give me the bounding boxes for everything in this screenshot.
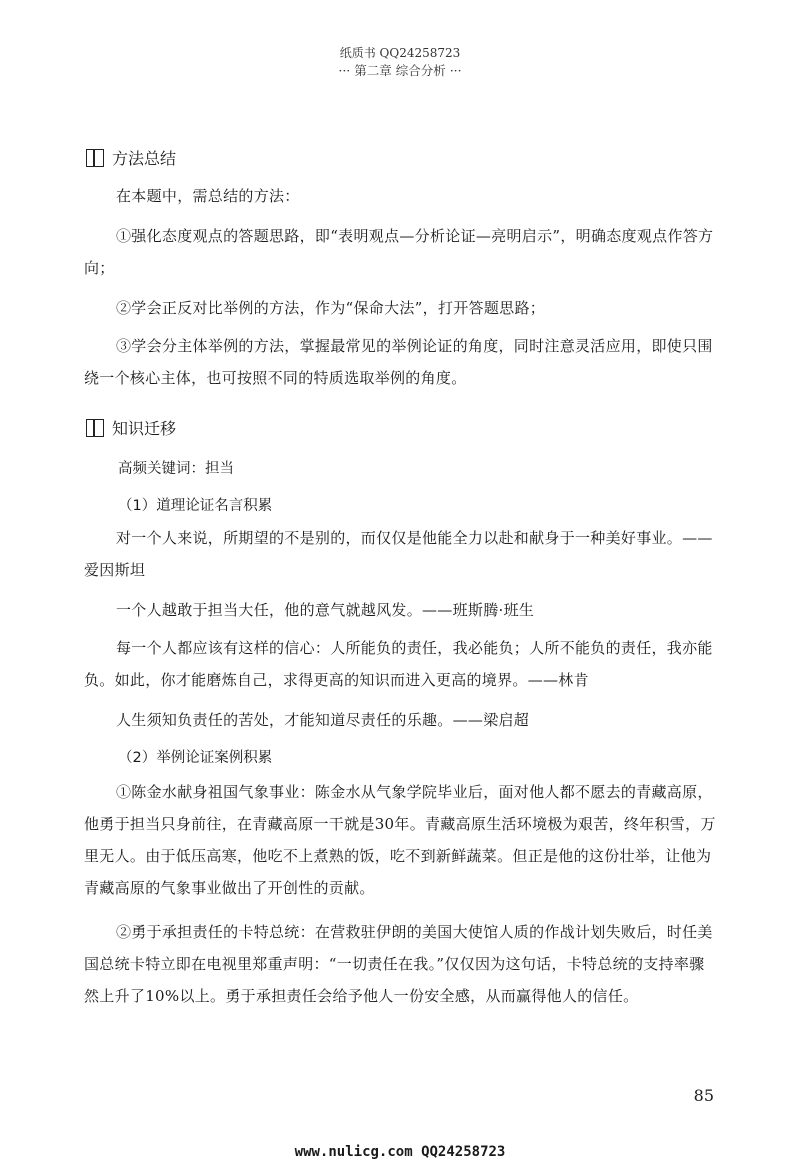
quote-lincoln: 每一个人都应该有这样的信心：人所能负的责任，我必能负；人所不能负的责任，我亦能负。如此，你才能磨炼自己，求得更高的知识而进入更高的境界。——林肯 [84,639,713,689]
subheading-quotes: （1）道理论证名言积累 [118,498,273,514]
header-chapter: ··· 第二章 综合分析 ··· [338,63,462,78]
footer-watermark: www.nulicg.com QQ24258723 [294,1144,506,1160]
section-icon [86,419,104,437]
knowledge-title: 知识迁移 [112,419,177,438]
method-point-3: ③学会分主体举例的方法，掌握最常见的举例论证的角度，同时注意灵活应用，即使只围绕一个核心主体，也可按照不同的特质选取举例的角度。 [84,337,713,387]
quote-liang: 人生须知负责任的苦处，才能知道尽责任的乐趣。——梁启超 [116,711,530,729]
quote-einstein: 对一个人来说，所期望的不是别的，而仅仅是他能全力以赴和献身于一种美好事业。——爱因斯坦 [84,529,713,579]
case-carter: ②勇于承担责任的卡特总统：在营救驻伊朗的美国大使馆人质的作战计划失败后，时任美国总统卡特立即在电视里郑重声明：“一切责任在我。”仅仅因为这句话，卡特总统的支持率骤然上升了10%以上。勇于承担责任会给予他人一份安全感，从而赢得他人的信任。 [84,923,713,1005]
method-point-1: ①强化态度观点的答题思路，即“表明观点—分析论证—亮明启示”，明确态度观点作答方向； [84,227,714,277]
case-chen-jinshui: ①陈金水献身祖国气象事业：陈金水从气象学院毕业后，面对他人都不愿去的青藏高原，他勇于担当只身前往，在青藏高原一干就是30年。青藏高原生活环境极为艰苦，终年积雪，万里无人。由于低压高寒，他吃不上煮熟的饭，吃不到新鲜蔬菜。但正是他的这份壮举，让他为青藏高原的气象事业做出了开创性的贡献。 [84,783,716,897]
page-number: 85 [693,1086,714,1105]
method-intro: 在本题中，需总结的方法： [116,187,300,205]
quote-bansten: 一个人越敢于担当大任，他的意气就越风发。——班斯腾·班生 [116,601,535,619]
method-section-heading [86,146,176,169]
keyword-label: 高频关键词：担当 [118,461,234,477]
knowledge-section-heading [86,416,176,439]
subheading-cases: （2）举例论证案例积累 [118,750,273,766]
method-point-2: ②学会正反对比举例的方法，作为“保命大法”，打开答题思路； [116,299,546,317]
method-title: 方法总结 [112,149,177,168]
header-source: 纸质书 QQ24258723 [339,46,461,60]
section-icon [86,149,104,167]
